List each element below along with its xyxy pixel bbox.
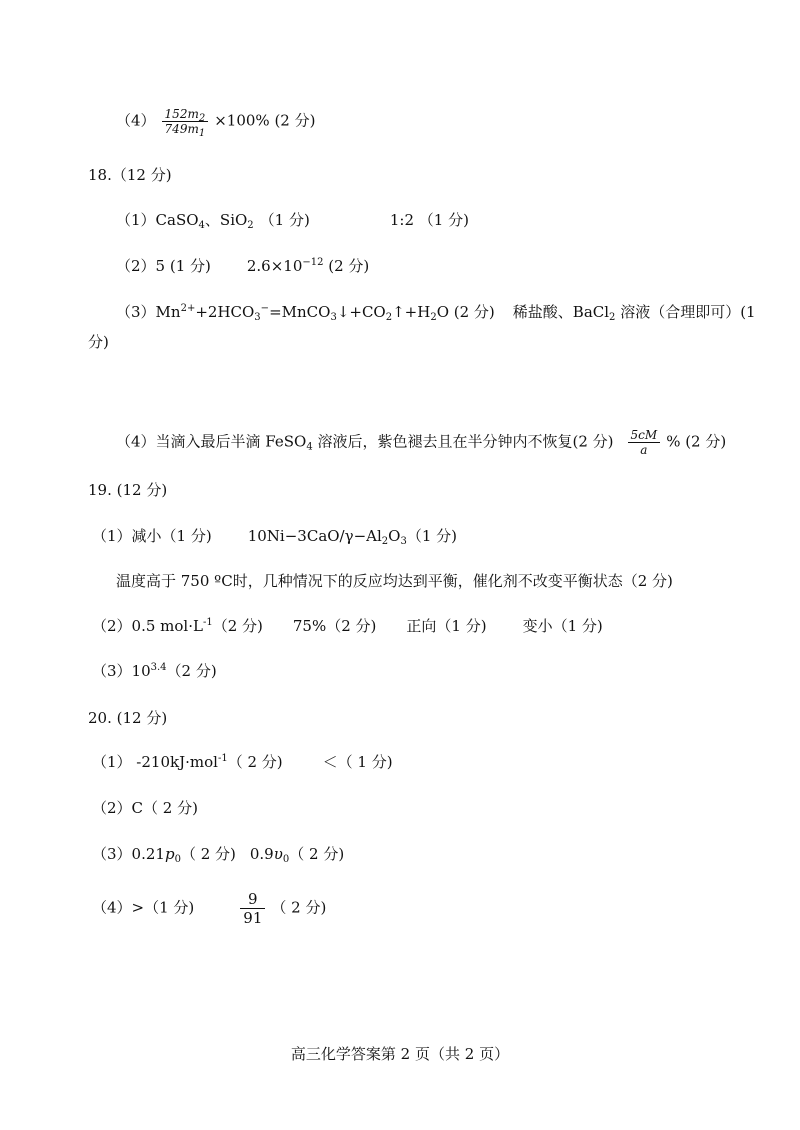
q18-part4: （4）当滴入最后半滴 FeSO$_4$ 溶液后，紫色褪去且在半分钟内不恢复(2 分) $\frac{5cM}{a}$ % (2 分) [116, 428, 727, 457]
q20-heading: 20. (12 分) [88, 709, 168, 727]
q18-part4-fraction: $\frac{5cM}{a}$ [628, 428, 661, 457]
q20-part2: （2）C（ 2 分) [92, 799, 198, 817]
q20-part4-fraction: $\frac{9}{91}$ [240, 890, 265, 927]
page-footer: 高三化学答案第 2 页（共 2 页） [290, 1045, 510, 1063]
q20-part4: （4）>（1 分) $\frac{9}{91}$ （ 2 分) [92, 890, 327, 927]
q18-part1: （1）CaSO$_4$、SiO$_2$ （1 分) 1:2 （1 分) [116, 211, 469, 231]
q17-part4: （4） $\frac{152m_2}{749m_1}$ ×100% (2 分) [116, 107, 316, 139]
q18-part3-continued: 分) [88, 333, 109, 351]
q19-part1: （1）减小（1 分) $10Ni-3CaO/\gamma-Al_2O_3(1$ 分) [92, 527, 458, 547]
q20-part1: （1） -210kJ·mol$^{-1}$（ 2 分) ＜（ 1 分) [92, 753, 393, 771]
q19-part2: （2）0.5 $mol\cdot L^{-1}(2$ 分) 75%（2 分) 正向（1 分) 变小（1 分) [92, 617, 603, 635]
q19-part1-explanation: 温度高于 750 ºC时，几种情况下的反应均达到平衡，催化剂不改变平衡状态（2 分) [116, 572, 673, 590]
q18-part2: （2）5 (1 分) $2.6\times 10^{-12}$ (2 分) [116, 257, 370, 275]
q18-part3: $(3)Mn^{2+}+2HCO_3^-=MnCO_3↓+CO_2↑+H_2O$ (2 分) 稀盐酸、BaCl$_2$ 溶液（合理即可）(1 [116, 303, 756, 323]
q19-part3: $(3)10^{3.4}(2$ 分) [92, 662, 217, 680]
q19-heading: 19. (12 分) [88, 481, 168, 499]
q20-part3: $(3)0.21p_0$（ 2 分) $0.9\upsilon_0$（ 2 分) [92, 845, 345, 865]
q18-heading: 18.（12 分) [88, 166, 172, 184]
q17-part4-fraction: $\frac{152m_2}{749m_1}$ [162, 107, 209, 136]
